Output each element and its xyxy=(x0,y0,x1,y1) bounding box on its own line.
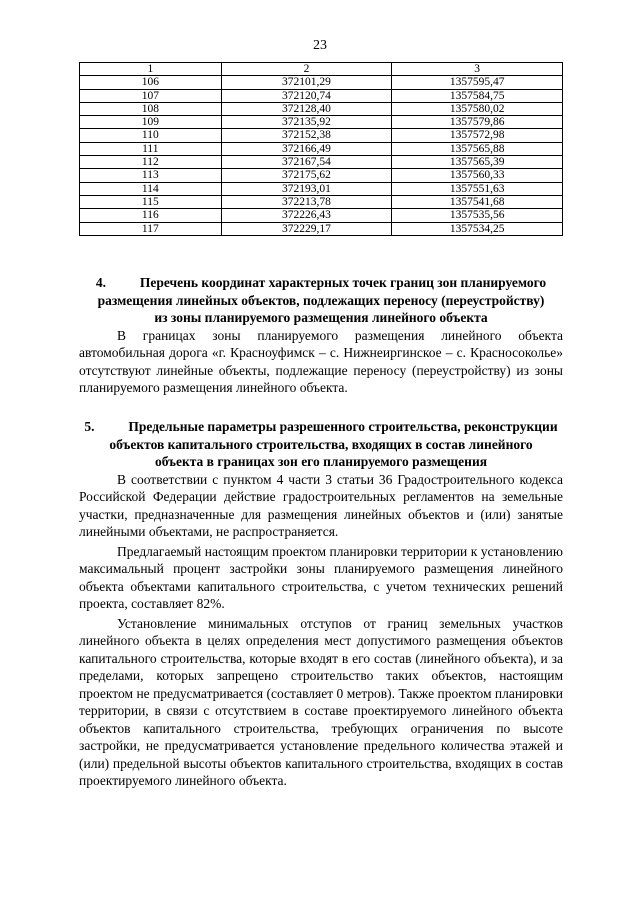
table-cell: 372229,17 xyxy=(221,222,392,235)
section-number: 5. xyxy=(84,419,95,434)
table-body xyxy=(80,76,563,236)
heading-line: объектов капитального строительства, входящих в состав линейного xyxy=(109,436,533,452)
table-header-row xyxy=(80,63,563,76)
table-cell: 372226,43 xyxy=(221,209,392,222)
table-cell: 1357560,33 xyxy=(392,169,563,182)
table-row xyxy=(80,102,563,115)
paragraph: В соответствии с пунктом 4 части 3 статьи 36 Градостроительного кодекса Российской Федерации действие градостроительных регламентов на земельные участки, предназначенные для размещения линейных объектов и (или) занятые линейными объектами, не распространяется. xyxy=(79,471,563,539)
table-cell: 1357572,98 xyxy=(392,129,563,142)
table-cell: 372120,74 xyxy=(221,89,392,102)
paragraph: В границах зоны планируемого размещения линейного объекта автомобильная дорога «г. Красноуфимск – с. Нижнеиргинское – с. Красносоколье» отсутствуют линейные объекты, подлежащие переносу (переустройству) из зоны планируемого размещения линейного объекта. xyxy=(79,327,563,395)
table-row xyxy=(80,156,563,169)
heading-line: объекта в границах зон его планируемого размещения xyxy=(154,454,488,469)
table-cell: 115 xyxy=(80,195,222,208)
section-5 xyxy=(79,418,563,790)
table-cell: 113 xyxy=(80,169,222,182)
table-cell: 1357541,68 xyxy=(392,195,563,208)
table-row xyxy=(80,89,563,102)
column-header: 1 xyxy=(80,63,222,76)
table-cell: 116 xyxy=(80,209,222,222)
table-cell: 372213,78 xyxy=(221,195,392,208)
table-row xyxy=(80,182,563,195)
table-cell: 107 xyxy=(80,89,222,102)
table-cell: 372135,92 xyxy=(221,116,392,129)
heading-line: из зоны планируемого размещения линейного объекта xyxy=(154,310,488,325)
table-row xyxy=(80,222,563,235)
section-number: 4. xyxy=(95,275,106,290)
table-row xyxy=(80,195,563,208)
page-number: 23 xyxy=(313,38,327,53)
heading-line: размещения линейных объектов, подлежащих переносу (переустройству) xyxy=(97,292,545,308)
table-cell: 112 xyxy=(80,156,222,169)
table-row xyxy=(80,209,563,222)
table-row xyxy=(80,129,563,142)
section-4 xyxy=(79,274,563,397)
table-cell: 1357551,63 xyxy=(392,182,563,195)
table-cell: 372193,01 xyxy=(221,182,392,195)
table-cell: 106 xyxy=(80,76,222,89)
table-cell: 1357595,47 xyxy=(392,76,563,89)
table-cell: 372167,54 xyxy=(221,156,392,169)
table-cell: 372166,49 xyxy=(221,142,392,155)
column-header: 3 xyxy=(392,63,563,76)
table-cell: 1357584,75 xyxy=(392,89,563,102)
table-row xyxy=(80,76,563,89)
table-cell: 372101,29 xyxy=(221,76,392,89)
paragraph: Предлагаемый настоящим проектом планировки территории к установлению максимальный процент застройки зоны планируемого размещения линейного объекта объектами капитального строительства, с учетом технических решений проекта, составляет 82%. xyxy=(79,543,563,611)
table-cell: 111 xyxy=(80,142,222,155)
heading-line: Перечень координат характерных точек границ зон планируемого xyxy=(139,275,547,290)
section-5-heading xyxy=(79,418,563,471)
table-cell: 110 xyxy=(80,129,222,142)
table-cell: 114 xyxy=(80,182,222,195)
table-cell: 1357579,86 xyxy=(392,116,563,129)
table-cell: 372152,38 xyxy=(221,129,392,142)
table-cell: 1357534,25 xyxy=(392,222,563,235)
column-header: 2 xyxy=(221,63,392,76)
table-row xyxy=(80,169,563,182)
table-cell: 108 xyxy=(80,102,222,115)
table-cell: 117 xyxy=(80,222,222,235)
paragraph: Установление минимальных отступов от границ земельных участков линейного объекта в целях определения мест допустимого размещения объектов капитального строительства, которые входят в его состав (линейного объекта), и за пределами, которых запрещено строительство таких объектов, настоящим проектом не предусматривается (составляет 0 метров). Также проектом планировки территории, в связи с отсутствием в составе проектируемого линейного объекта объектов капитального строительства, требующих ограничения по высоте застройки, не предусматривается установление предельного количества этажей и (или) предельной высоты объектов капитального строительства, входящих в состав проектируемого линейного объекта. xyxy=(79,615,563,788)
table-row xyxy=(80,116,563,129)
heading-line: Предельные параметры разрешенного строительства, реконструкции xyxy=(128,419,558,434)
table-cell: 1357580,02 xyxy=(392,102,563,115)
section-4-heading xyxy=(79,274,563,327)
table-cell: 1357565,39 xyxy=(392,156,563,169)
table-cell: 1357565,88 xyxy=(392,142,563,155)
table-cell: 1357535,56 xyxy=(392,209,563,222)
coordinates-table xyxy=(79,62,563,236)
table-cell: 372175,62 xyxy=(221,169,392,182)
table-row xyxy=(80,142,563,155)
table-cell: 109 xyxy=(80,116,222,129)
table-cell: 372128,40 xyxy=(221,102,392,115)
